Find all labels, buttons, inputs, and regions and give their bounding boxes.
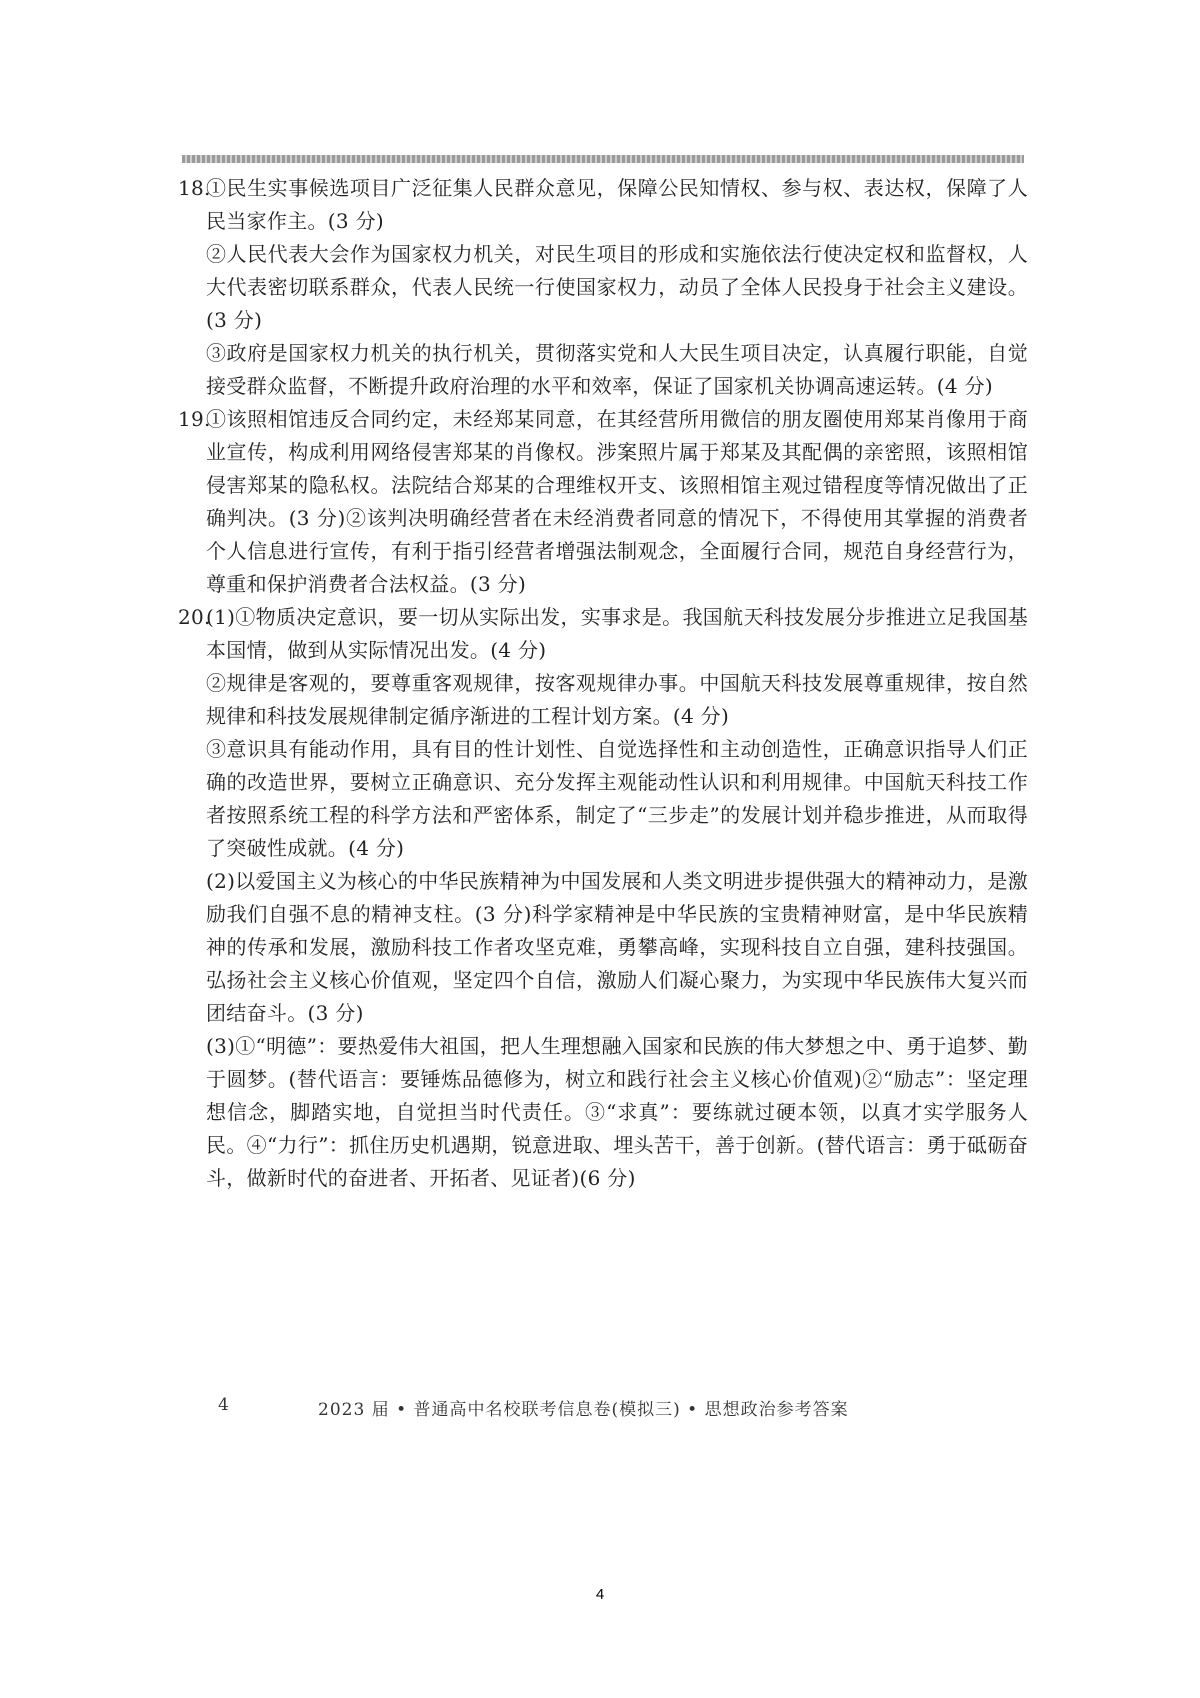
footer-title: 2023 届 • 普通高中名校联考信息卷(模拟三) • 思想政治参考答案 — [318, 1400, 849, 1420]
answer-paragraph: ③政府是国家权力机关的执行机关，贯彻落实党和人大民生项目决定，认真履行职能，自觉接受群众监督，不断提升政府治理的水平和效率，保证了国家机关协调高速运转。(4 分) — [206, 341, 1028, 398]
answer-paragraph: ②人民代表大会作为国家权力机关，对民生项目的形成和实施依法行使决定权和监督权，人大代表密切联系群众，代表人民统一行使国家权力，动员了全体人民投身于社会主义建设。(3 分) — [206, 242, 1028, 332]
answer-paragraph: ①该照相馆违反合同约定，未经郑某同意，在其经营所用微信的朋友圈使用郑某肖像用于商业宣传，构成利用网络侵害郑某的肖像权。涉案照片属于郑某及其配偶的亲密照，该照相馆侵害郑某的隐私权。法院结合郑某的合理维权开支、该照相馆主观过错程度等情况做出了正确判决。(3 分)②该判决明确经营者在未经消费者同意的情况下，不得使用其掌握的消费者个人信息进行宣传，有利于指引经营者增强法制观念，全面履行合同，规范自身经营行为，尊重和保护消费者合法权益。(3 分) — [206, 407, 1028, 596]
top-divider — [182, 155, 1024, 163]
answer-paragraph: (2)以爱国主义为核心的中华民族精神为中国发展和人类文明进步提供强大的精神动力，是激励我们自强不息的精神支柱。(3 分)科学家精神是中华民族的宝贵精神财富，是中华民族精神的传承和发展，激励科技工作者攻坚克难，勇攀高峰，实现科技自立自强，建科技强国。弘扬社会主义核心价值观，坚定四个自信，激励人们凝心聚力，为实现中华民族伟大复兴而团结奋斗。(3 分) — [206, 869, 1028, 1025]
question-number: 19. — [178, 407, 211, 431]
answer-18 — [178, 172, 1028, 403]
question-number: 20. — [178, 605, 211, 629]
answer-paragraph: ②规律是客观的，要尊重客观规律，按客观规律办事。中国航天科技发展尊重规律，按自然规律和科技发展规律制定循序渐进的工程计划方案。(4 分) — [206, 671, 1028, 728]
answer-paragraph: (3)①“明德”：要热爱伟大祖国，把人生理想融入国家和民族的伟大梦想之中、勇于追梦、勤于圆梦。(替代语言：要锤炼品德修为，树立和践行社会主义核心价值观)②“励志”：坚定理想信念，脚踏实地，自觉担当时代责任。③“求真”：要练就过硬本领，以真才实学服务人民。④“力行”：抓住历史机遇期，锐意进取、埋头苦干，善于创新。(替代语言：勇于砥砺奋斗，做新时代的奋进者、开拓者、见证者)(6 分) — [206, 1034, 1028, 1190]
pdf-page-number: 4 — [595, 1586, 605, 1603]
answer-20 — [178, 601, 1028, 1195]
answer-paragraph: (1)①物质决定意识，要一切从实际出发，实事求是。我国航天科技发展分步推进立足我国基本国情，做到从实际情况出发。(4 分) — [206, 605, 1028, 662]
question-number: 18. — [178, 176, 211, 200]
answer-19 — [178, 403, 1028, 601]
footer-page-number: 4 — [218, 1395, 229, 1415]
answer-paragraph: ①民生实事候选项目广泛征集人民群众意见，保障公民知情权、参与权、表达权，保障了人民当家作主。(3 分) — [206, 176, 1028, 233]
answer-content — [178, 172, 1028, 1195]
answer-paragraph: ③意识具有能动作用，具有目的性计划性、自觉选择性和主动创造性，正确意识指导人们正确的改造世界，要树立正确意识、充分发挥主观能动性认识和利用规律。中国航天科技工作者按照系统工程的科学方法和严密体系，制定了“三步走”的发展计划并稳步推进，从而取得了突破性成就。(4 分) — [206, 737, 1028, 860]
